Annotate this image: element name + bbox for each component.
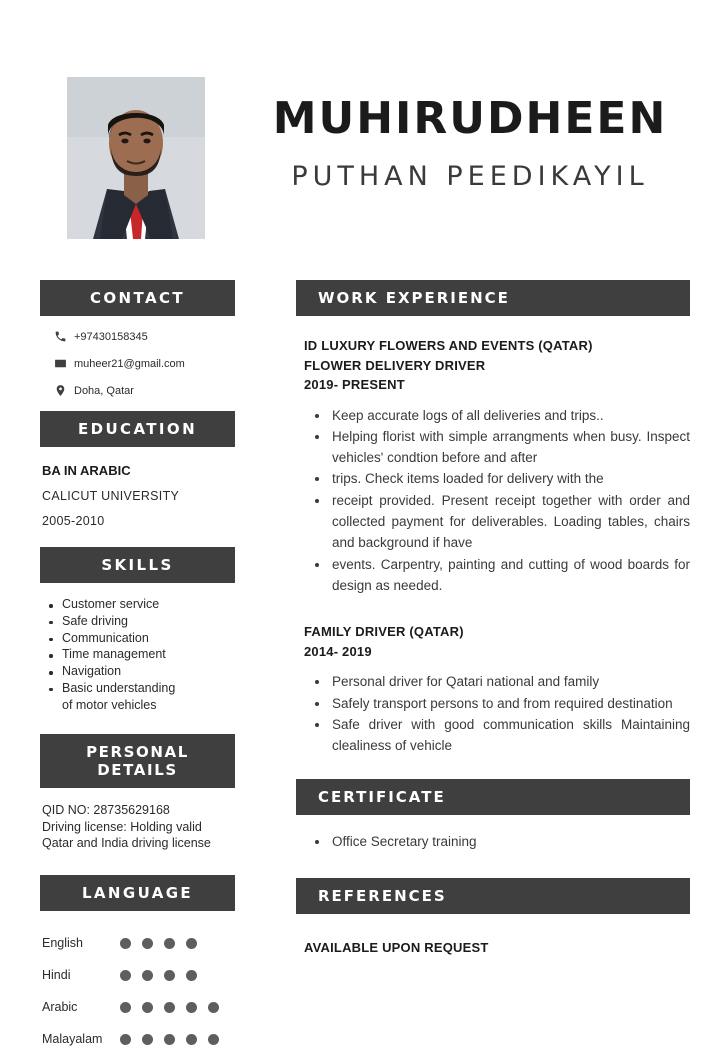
language-level-dots bbox=[120, 1002, 219, 1013]
list-item: Office Secretary training bbox=[304, 831, 690, 852]
education-years: 2005-2010 bbox=[42, 514, 105, 528]
section-header-work-experience: WORK EXPERIENCE bbox=[296, 280, 690, 316]
personal-detail-line: QID NO: 28735629168 bbox=[42, 803, 170, 818]
left-column bbox=[40, 280, 240, 1055]
resume-header bbox=[0, 0, 724, 258]
right-column bbox=[296, 280, 690, 955]
last-name: PUTHAN PEEDIKAYIL bbox=[291, 161, 649, 193]
level-dot bbox=[186, 1034, 197, 1045]
level-dot bbox=[120, 1034, 131, 1045]
personal-detail-line: Qatar and India driving license bbox=[42, 835, 211, 850]
language-name: English bbox=[42, 936, 83, 950]
contact-email: muheer21@gmail.com bbox=[74, 357, 185, 370]
profile-photo bbox=[67, 77, 205, 239]
level-dot bbox=[186, 938, 197, 949]
list-item: Personal driver for Qatari national and family bbox=[304, 671, 690, 692]
section-header-personal-details: PERSONAL DETAILS bbox=[40, 734, 235, 788]
personal-details-list bbox=[42, 802, 240, 851]
language-row bbox=[42, 1023, 242, 1055]
certificate-list bbox=[296, 831, 690, 852]
contact-email-row bbox=[50, 357, 240, 370]
education-degree: BA IN ARABIC bbox=[42, 463, 131, 478]
list-item: Safely transport persons to and from required destination bbox=[304, 693, 690, 714]
list-item: trips. Check items loaded for delivery with the bbox=[304, 468, 690, 489]
level-dot bbox=[164, 970, 175, 981]
list-item: Customer service bbox=[46, 597, 240, 612]
contact-phone: +97430158345 bbox=[74, 330, 148, 343]
list-item: receipt provided. Present receipt together with order and collected payment for deliverables. Loading tables, chairs and background if have bbox=[304, 490, 690, 554]
language-row bbox=[42, 959, 242, 991]
language-name: Malayalam bbox=[42, 1032, 103, 1046]
personal-detail-line: Driving license: Holding valid bbox=[42, 819, 202, 834]
job-period: 2019- PRESENT bbox=[304, 377, 405, 392]
language-table bbox=[42, 927, 242, 1055]
contact-location-row bbox=[50, 384, 240, 397]
language-row bbox=[42, 991, 242, 1023]
section-header-education: EDUCATION bbox=[40, 411, 235, 447]
list-item: Helping florist with simple arrangments when busy. Inspect vehicles' condtion before and after bbox=[304, 426, 690, 469]
list-item: of motor vehicles bbox=[62, 697, 157, 712]
language-level-dots bbox=[120, 970, 197, 981]
list-item: events. Carpentry, painting and cutting of wood boards for design as needed. bbox=[304, 554, 690, 597]
list-item: Safe driver with good communication skills Maintaining clealiness of vehicle bbox=[304, 714, 690, 757]
list-item: Keep accurate logs of all deliveries and trips.. bbox=[304, 405, 690, 426]
section-header-certificate: CERTIFICATE bbox=[296, 779, 690, 815]
language-name: Hindi bbox=[42, 968, 71, 982]
phone-icon bbox=[50, 330, 70, 343]
references-text: AVAILABLE UPON REQUEST bbox=[304, 940, 489, 956]
level-dot bbox=[142, 1034, 153, 1045]
email-icon bbox=[50, 357, 70, 370]
list-item: Basic understanding bbox=[46, 681, 240, 696]
job-bullets bbox=[304, 405, 690, 597]
level-dot bbox=[120, 938, 131, 949]
level-dot bbox=[142, 1002, 153, 1013]
skills-list bbox=[46, 597, 240, 712]
level-dot bbox=[142, 970, 153, 981]
list-item: Safe driving bbox=[46, 614, 240, 629]
list-item: Time management bbox=[46, 647, 240, 662]
level-dot bbox=[120, 970, 131, 981]
section-header-skills: SKILLS bbox=[40, 547, 235, 583]
section-header-references: REFERENCES bbox=[296, 878, 690, 914]
section-header-contact: CONTACT bbox=[40, 280, 235, 316]
section-header-language: LANGUAGE bbox=[40, 875, 235, 911]
level-dot bbox=[120, 1002, 131, 1013]
contact-phone-row bbox=[50, 330, 240, 343]
portrait-illustration bbox=[67, 77, 205, 239]
language-name: Arabic bbox=[42, 1000, 78, 1014]
language-level-dots bbox=[120, 938, 197, 949]
level-dot bbox=[164, 938, 175, 949]
level-dot bbox=[164, 1034, 175, 1045]
level-dot bbox=[208, 1002, 219, 1013]
language-row bbox=[42, 927, 242, 959]
level-dot bbox=[208, 1034, 219, 1045]
education-university: CALICUT UNIVERSITY bbox=[42, 489, 180, 503]
job-entry bbox=[296, 336, 690, 596]
job-employer: FAMILY DRIVER (QATAR) bbox=[304, 624, 464, 640]
language-level-dots bbox=[120, 1034, 219, 1045]
job-bullets bbox=[304, 671, 690, 756]
level-dot bbox=[186, 970, 197, 981]
list-item: Navigation bbox=[46, 664, 240, 679]
job-role: FLOWER DELIVERY DRIVER bbox=[304, 357, 486, 373]
level-dot bbox=[164, 1002, 175, 1013]
first-name: MUHIRUDHEEN bbox=[272, 93, 668, 144]
job-employer: ID LUXURY FLOWERS AND EVENTS (QATAR) bbox=[304, 338, 593, 353]
list-item: Communication bbox=[46, 631, 240, 646]
job-period: 2014- 2019 bbox=[304, 643, 372, 659]
level-dot bbox=[142, 938, 153, 949]
contact-location: Doha, Qatar bbox=[74, 384, 134, 397]
name-block bbox=[240, 95, 700, 192]
education-block bbox=[42, 463, 240, 528]
level-dot bbox=[186, 1002, 197, 1013]
contact-list bbox=[50, 330, 240, 397]
location-pin-icon bbox=[50, 384, 70, 397]
job-entry bbox=[296, 622, 690, 756]
